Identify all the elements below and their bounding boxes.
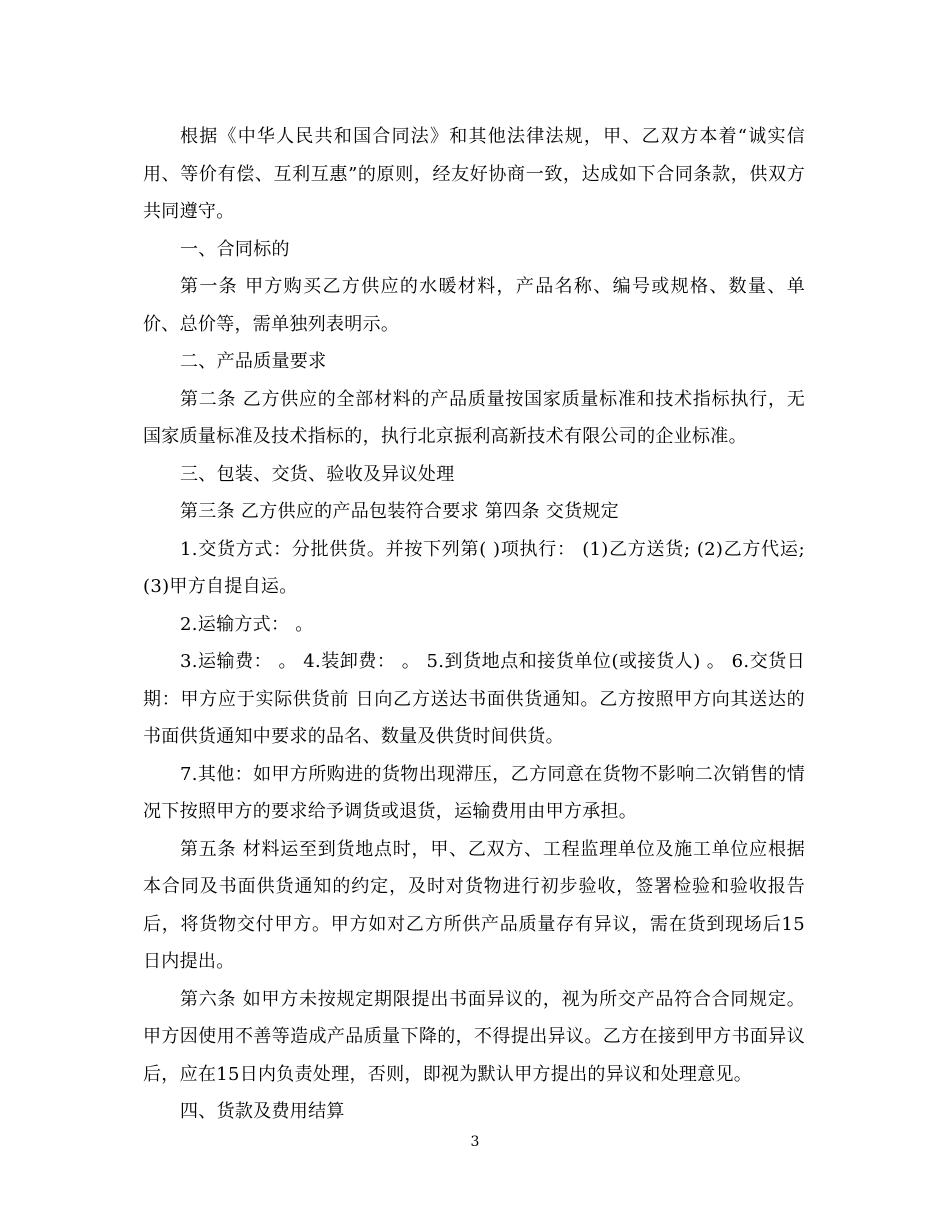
other-terms-paragraph: 7.其他：如甲方所购进的货物出现滞压，乙方同意在货物不影响二次销售的情况下按照甲方的要求给予调货或退货，运输费用由甲方承担。	[143, 763, 805, 822]
article-2-paragraph: 第二条 乙方供应的全部材料的产品质量按国家质量标准和技术指标执行，无国家质量标准及技术指标的，执行北京振利高新技术有限公司的企业标准。	[143, 388, 805, 447]
section-heading-packaging-delivery: 三、包装、交货、验收及异议处理	[180, 463, 455, 485]
article-6-paragraph: 第六条 如甲方未按规定期限提出书面异议的，视为所交产品符合合同规定。甲方因使用不善等造成产品质量下降的，不得提出异议。乙方在接到甲方书面异议后，应在15日内负责处理，否则，即视为默认甲方提出的异议和处理意见。	[143, 988, 805, 1085]
section-heading-contract-subject: 一、合同标的	[180, 238, 290, 260]
page-number: 3	[470, 1134, 480, 1150]
delivery-method-paragraph: 1.交货方式：分批供货。并按下列第( )项执行： (1)乙方送货; (2)乙方代运; (3)甲方自提自运。	[143, 538, 805, 597]
section-heading-quality: 二、产品质量要求	[180, 351, 327, 372]
article-3-4-paragraph: 第三条 乙方供应的产品包装符合要求 第四条 交货规定	[180, 501, 619, 522]
transport-method-paragraph: 2.运输方式： 。	[180, 613, 314, 635]
intro-paragraph: 根据《中华人民共和国合同法》和其他法律法规，甲、乙双方本着“诚实信用、等价有偿、互利互惠”的原则，经友好协商一致，达成如下合同条款，供双方共同遵守。	[143, 126, 805, 222]
section-heading-payment: 四、货款及费用结算	[180, 1101, 345, 1122]
article-1-paragraph: 第一条 甲方购买乙方供应的水暖材料，产品名称、编号或规格、数量、单价、总价等，需单独列表明示。	[143, 276, 805, 335]
document-body	[143, 118, 805, 1131]
transport-fee-paragraph: 3.运输费： 。 4.装卸费： 。 5.到货地点和接货单位(或接货人) 。 6.交货日期：甲方应于实际供货前 日向乙方送达书面供货通知。乙方按照甲方向其送达的书面供货通知中要求的品名、数量及供货时间供货。	[143, 651, 805, 747]
article-5-paragraph: 第五条 材料运至到货地点时，甲、乙双方、工程监理单位及施工单位应根据本合同及书面供货通知的约定，及时对货物进行初步验收，签署检验和验收报告后，将货物交付甲方。甲方如对乙方所供产品质量存有异议，需在货到现场后15日内提出。	[143, 838, 805, 972]
